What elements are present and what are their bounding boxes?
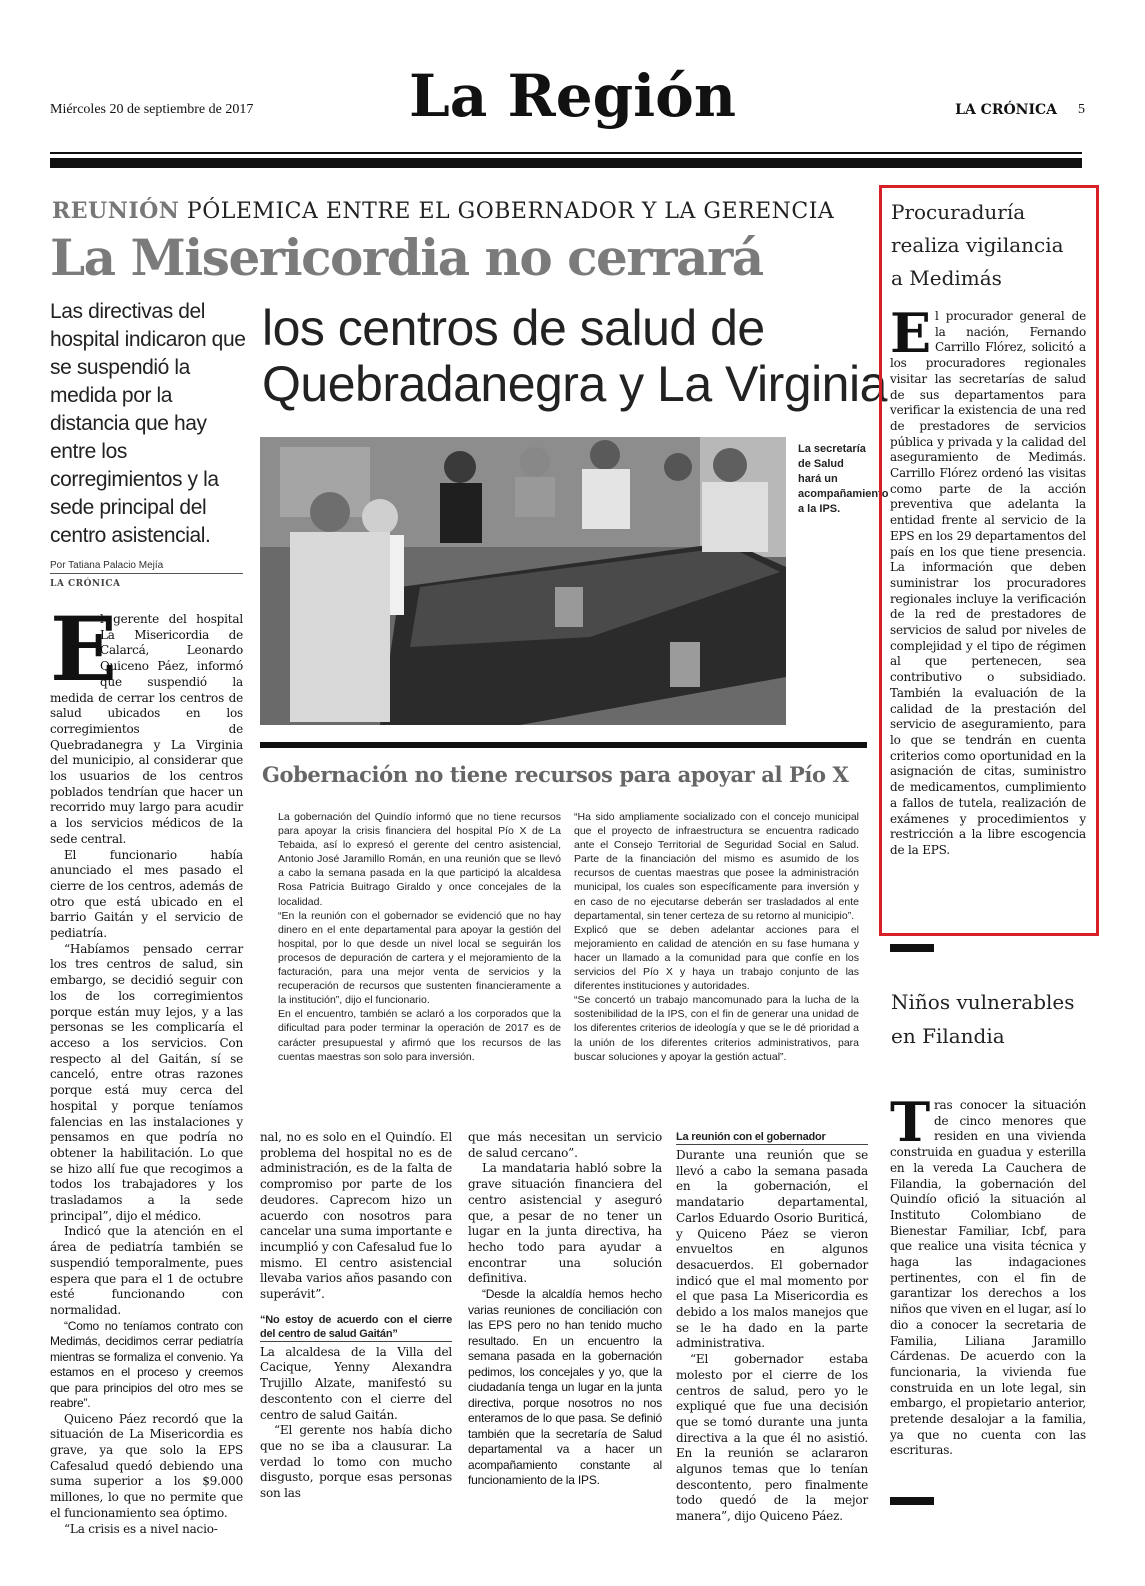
article-paragraph: nal, no es solo en el Quindío. El problema del hospital no es de administración, es de la falta de compromiso por parte de los deudores. Caprecom hizo un acuerdo con nosotros para cancelar una suma importante e incumplió y con Cafesalud fue lo mismo. El centro asistencial llevaba varios años pasando con superávit”.: [260, 1130, 452, 1302]
subarticle-headline: Gobernación no tiene recursos para apoyar al Pío X: [262, 762, 849, 787]
article-paragraph: l gerente del hospital La Misericordia de Calarcá, Leonardo Quiceno Páez, informó que suspendió la medida de cerrar los centros de salud ubicados en los corregimientos de Quebradanegra y La Virginia del municipio, al considerar que los usuarios de los centros poblados tendrían que hacer un recorrido muy largo para acudir a los servicios médicos de la sede central.: [50, 612, 243, 846]
header-rule-thin: [50, 152, 1082, 154]
page-number: 5: [1078, 102, 1085, 117]
sidebar-end-divider: [890, 1497, 934, 1505]
kicker-strong: REUNIÓN: [52, 198, 180, 224]
article-paragraph: “Como no teníamos contrato con Medimás, decidimos cerrar pediatría mientras se formaliza el convenio. Ya estamos en el proceso y creemos que para principios del otro mes se reabre”.: [50, 1318, 243, 1411]
issue-date: Miércoles 20 de septiembre de 2017: [50, 102, 254, 117]
headline-line-2: Quebradanegra y La Virginia: [262, 356, 887, 412]
drop-cap: T: [890, 1090, 930, 1154]
sidebar-title: Procuraduría realiza vigilancia a Medimás: [891, 200, 1064, 290]
subarticle-paragraph: La gobernación del Quindío informó que no tiene recursos para apoyar la crisis financiera del hospital Pío X de La Tebaida, así lo expresó el gerente del centro asistencial, Antonio José Jaramillo Román, en una reunión que se llevó a cabo la semana pasada en la que participó la alcaldesa Rosa Patricia Buitrago Giraldo y once concejales de la localidad.: [278, 811, 561, 908]
subarticle-paragraph: En el encuentro, también se aclaró a los corporados que la dificultad para poder terminar la operación de 2017 es de carácter presupuestal y afirmó que los recursos de las cuentas maestras son solo para inversión.: [278, 1008, 561, 1063]
subsection-heading: La reunión con el gobernador: [676, 1130, 868, 1145]
kicker-rest: PÓLEMICA ENTRE EL GOBERNADOR Y LA GERENCIA: [186, 199, 835, 224]
section-title: La Región: [408, 62, 737, 130]
article-paragraph: Indicó que la atención en el área de pediatría también se suspendió temporalmente, pues espera que para el 1 de octubre esté funcionando con normalidad.: [50, 1224, 243, 1317]
newspaper-name: LA CRÓNICA: [955, 102, 1057, 118]
meeting-photo-graphic: [260, 437, 786, 725]
subsection-heading: “No estoy de acuerdo con el cierre del centro de salud Gaitán”: [260, 1313, 452, 1340]
sidebar-paragraph: ras conocer la situación de cinco menores que residen en una vivienda construida en guadua y esterilla en la vereda La Cauchera de Filandia, la gobernación del Quindío ofició la situación al Instituto Colombiano de Bienestar Familiar, Icbf, para que realice una visita técnica y haga las indagaciones pertinentes, con el fin de garantizar los derechos a los niños que viven en el lugar, así lo dio a conocer la secretaria de Familia, Liliana Jaramillo Cárdenas. De acuerdo con la funcionaria, la vivienda fue construida en un lote legal, sin embargo, el propietario anterior, pretende desalojar a la familia, ya que no cuenta con las escrituras.: [890, 1098, 1086, 1458]
drop-cap: E: [890, 301, 931, 365]
article-kicker: [52, 198, 834, 224]
subarticle-column-left: [278, 810, 561, 1064]
article-paragraph: El funcionario había anunciado el mes pasado el cierre de los centros, además de otro que está ubicado en el barrio Gaitán y el servicio de pediatría.: [50, 847, 243, 941]
article-paragraph: “El gobernador estaba molesto por el cierre de los centros de salud, pero yo le expliqué que fue una decisión que se tomó durante una junta directiva a la que él no asistió. En la reunión se aclararon algunos temas que lo tenían descontento, pero finalmente todo quedó de la mejor manera”, dijo Quiceno Páez.: [676, 1352, 868, 1524]
headline-bold: La Misericordia no cerrará: [50, 228, 763, 287]
photo-caption: La secretaría de Salud hará un acompañamiento a la IPS.: [798, 443, 889, 515]
headline-line-1: los centros de salud de: [262, 300, 765, 356]
article-paragraph: “Habíamos pensado cerrar los tres centros de salud, sin embargo, se decidió seguir con los de los corregimientos porque están muy lejos, y a las personas se les complicaría el acceso a los servicios. Con respecto al del Gaitán, sí se canceló, entre otras razones porque está muy cerca del hospital y porque teníamos falencias en las instalaciones y pensamos en que podría no obtener la habilitación. Lo que se hizo allí fue que recogimos a todos los trabajadores y los trasladamos a la sede principal”, dijo el médico.: [50, 941, 243, 1223]
sidebar-divider: [890, 944, 934, 952]
sidebar-paragraph: l procurador general de la nación, Fernando Carrillo Flórez, solicitó a los procuradores regionales visitar las secretarías de salud de sus departamentos para verificar la existencia de una red de prestadores de servicios pública y privada y la calidad del aseguramiento de Medimás. Carrillo Flórez ordenó las visitas como parte de la acción preventiva que adelanta la entidad frente al servicio de la EPS en los 29 departamentos del país en los que tiene presencia. La información que deben suministrar los procuradores regionales incluye la verificación de la red de prestadores de servicios de salud por niveles de complejidad y el tipo de régimen al que pertenecen, sea contributivo o subsidiado. También la evaluación de la calidad de la prestación del servicio de aseguramiento, para lo que se tendrán en cuenta criterios como oportunidad en la asignación de citas, suministro de medicamentos, cumplimiento a fallos de tutela, realización de exámenes y procedimientos y restricción a la libre escogencia de la EPS.: [890, 309, 1086, 857]
header-rule-thick: [50, 158, 1082, 168]
subarticle-paragraph: “Ha sido ampliamente socializado con el concejo municipal que el proyecto de infraestructura se encuentra radicado ante el Consejo Territorial de Seguridad Social en Salud. Parte de la financiación del mismo es asumido de los recursos de cuentas maestras que posee la administración municipal, los cuales son específicamente para inversión y en caso de no ejecutarse deberán ser trasladados al ente departamental, sin tener certeza de su retorno al municipio”.: [574, 811, 859, 922]
byline: Por Tatiana Palacio Mejía: [50, 560, 243, 574]
meeting-photo: [260, 437, 786, 725]
headline-rest: [262, 300, 887, 412]
article-paragraph: que más necesitan un servicio de salud cercano”.: [468, 1130, 662, 1160]
article-column-1: [50, 597, 243, 1537]
article-paragraph: La mandataria habló sobre la grave situación financiera del centro asistencial y aseguró que, a pesar de no tener un lugar en la junta directiva, ha hecho todo para ayudar a encontrar una solución definitiva.: [468, 1161, 662, 1286]
article-column-3: [468, 1130, 662, 1489]
subarticle-paragraph: “En la reunión con el gobernador se evidenció que no hay dinero en el ente departamental para apoyar la gestión del hospital, por lo que desde un nivel local se seguirán los procesos de depuración de cartera y el mejoramiento de la facturación, para una mejor venta de servicios y la recuperación de recursos que sustenten financieramente a la institución”, dijo el funcionario.: [278, 909, 561, 1007]
article-column-2: [260, 1130, 452, 1502]
subarticle-paragraph: Explicó que se deben adelantar acciones para el mejoramiento en calidad de atención en su fase humana y hacer un llamado a la comunidad para que confíe en los servicios del Pío X y haya un trabajo conjunto de las diferentes instituciones y autoridades.: [574, 923, 859, 993]
article-paragraph: Quiceno Páez recordó que la situación de La Misericordia es grave, ya que solo la EPS Cafesalud quedó debiendo una suma superior a los $9.000 millones, lo que no permite que el funcionamiento sea óptimo.: [50, 1411, 243, 1520]
subarticle-rule: [260, 742, 867, 748]
article-paragraph: “Desde la alcaldía hemos hecho varias reuniones de conciliación con las EPS pero no han tenido mucho resultado. En un encuentro la semana pasada en la gobernación pedimos, los concejales y yo, que la ciudadanía tenga un lugar en la junta directiva, porque nosotros no nos enteramos de lo que pasa. Se definió también que la secretaría de Salud departamental va a hacer un acompañamiento constante al funcionamiento de la IPS.: [468, 1287, 662, 1488]
article-deck: Las directivas del hospital indicaron que se suspendió la medida por la distancia que hay entre los corregimientos y la sede principal del centro asistencial.: [50, 300, 246, 547]
article-paragraph: “El gerente nos había dicho que no se iba a clausurar. La verdad lo tomo con mucho disgusto, porque esas personas son las: [260, 1423, 452, 1501]
subarticle-column-right: [574, 810, 859, 1064]
byline-source: LA CRÓNICA: [50, 579, 121, 589]
article-paragraph: “La crisis es a nivel nacio-: [64, 1521, 218, 1536]
sidebar-body: [890, 1090, 1086, 1459]
article-column-4: [676, 1130, 868, 1525]
article-paragraph: Durante una reunión que se llevó a cabo la semana pasada en la gobernación, el mandatario departamental, Carlos Eduardo Osorio Buriticá, y Quiceno Páez se vieron envueltos en algunos desacuerdos. El gobernador indicó que el mal momento por el que pasa La Misericordia es debido a los malos manejos que se le ha dado en la parte administrativa.: [676, 1148, 868, 1351]
sidebar-title: Niños vulnerables en Filandia: [891, 990, 1075, 1048]
article-paragraph: La alcaldesa de la Villa del Cacique, Yenny Alexandra Trujillo Alzate, manifestó su descontento con el cierre del centro de salud Gaitán.: [260, 1344, 452, 1422]
sidebar-body: [890, 301, 1086, 859]
drop-cap: E: [50, 597, 117, 701]
subarticle-paragraph: “Se concertó un trabajo mancomunado para la lucha de la sostenibilidad de la IPS, con el fin de generar una unidad de los diferentes criterios de ideología y que se le dé prioridad a la unión de los diferentes criterios administrativos, para buscar soluciones y apoyar la gestión actual”.: [574, 994, 859, 1063]
